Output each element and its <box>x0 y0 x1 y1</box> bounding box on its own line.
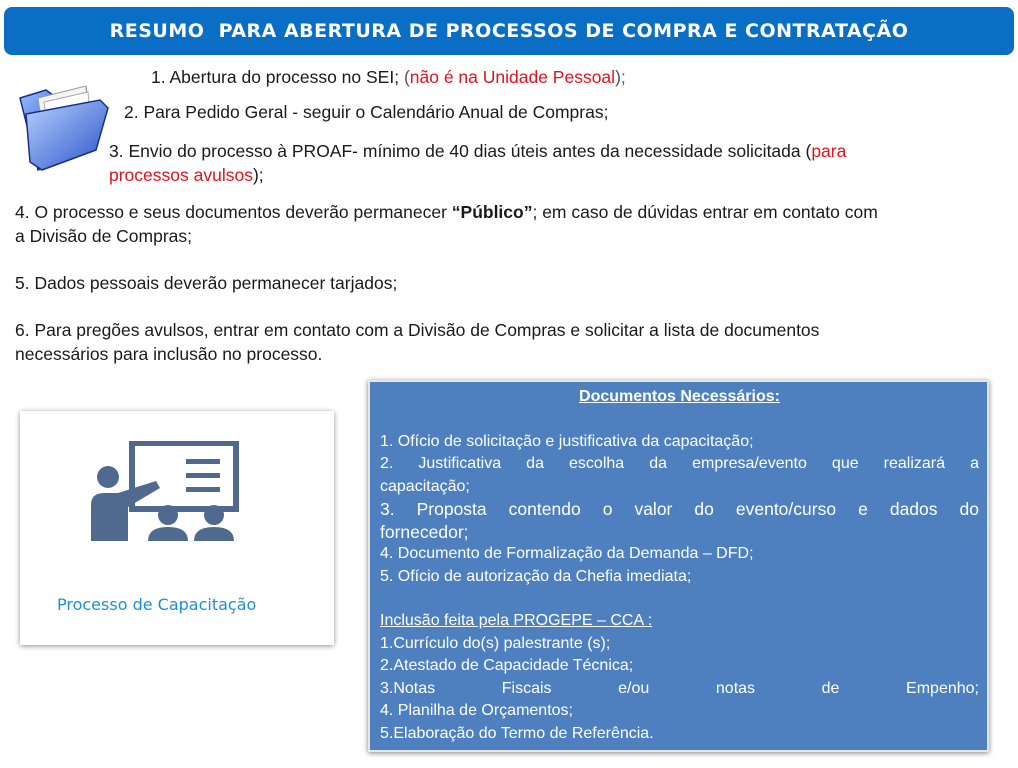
step-2: 2. Para Pedido Geral - seguir o Calendário Anual de Compras; <box>124 102 609 122</box>
documents-heading: Documentos Necessários: <box>579 388 780 405</box>
progepe-item-4: 4. Planilha de Orçamentos; <box>380 702 573 719</box>
progepe-item-5: 5.Elaboração do Termo de Referência. <box>380 724 654 742</box>
doc-item-1: 1. Ofício de solicitação e justificativa da capacitação; <box>380 432 754 450</box>
capacitacao-card[interactable] <box>20 411 334 645</box>
step-1: 1. Abertura do processo no SEI; (não é na Unidade Pessoal); <box>151 67 626 87</box>
folder-icon <box>16 78 112 174</box>
doc-item-2: 2. Justificativa da escolha da empresa/evento que realizará a <box>380 455 979 472</box>
step-3: 3. Envio do processo à PROAF- mínimo de 40 dias úteis antes da necessidade solicitada (para processos avulsos); <box>109 141 847 185</box>
step-6: 6. Para pregões avulsos, entrar em contato com a Divisão de Compras e solicitar a lista de documentos necessários para inclusão no processo. <box>15 320 820 364</box>
doc-item-5: 5. Ofício de autorização da Chefia imediata; <box>380 567 692 585</box>
page-title: RESUMO PARA ABERTURA DE PROCESSOS DE COMPRA E CONTRATAÇÃO <box>4 7 1014 55</box>
teacher-presentation-icon <box>88 441 260 553</box>
doc-item-2-cont: capacitação; <box>380 477 470 495</box>
doc-item-4: 4. Documento de Formalização da Demanda – DFD; <box>380 545 754 562</box>
progepe-item-3: 3.Notas Fiscais e/ou notas de Empenho; <box>380 679 979 697</box>
progepe-heading: Inclusão feita pela PROGEPE – CCA : <box>380 612 653 629</box>
step-5: 5. Dados pessoais deverão permanecer tarjados; <box>15 273 398 293</box>
documents-box <box>368 380 989 752</box>
step-4: 4. O processo e seus documentos deverão permanecer “Público”; em caso de dúvidas entrar em contato com a Divisão de Compras; <box>15 202 878 246</box>
doc-item-3: 3. Proposta contendo o valor do evento/curso e dados do <box>380 499 979 519</box>
progepe-item-2: 2.Atestado de Capacidade Técnica; <box>380 657 634 674</box>
doc-item-3-cont: fornecedor; <box>380 521 469 542</box>
progepe-item-1: 1.Currículo do(s) palestrante (s); <box>380 634 611 652</box>
card-label: Processo de Capacitação <box>57 595 257 614</box>
